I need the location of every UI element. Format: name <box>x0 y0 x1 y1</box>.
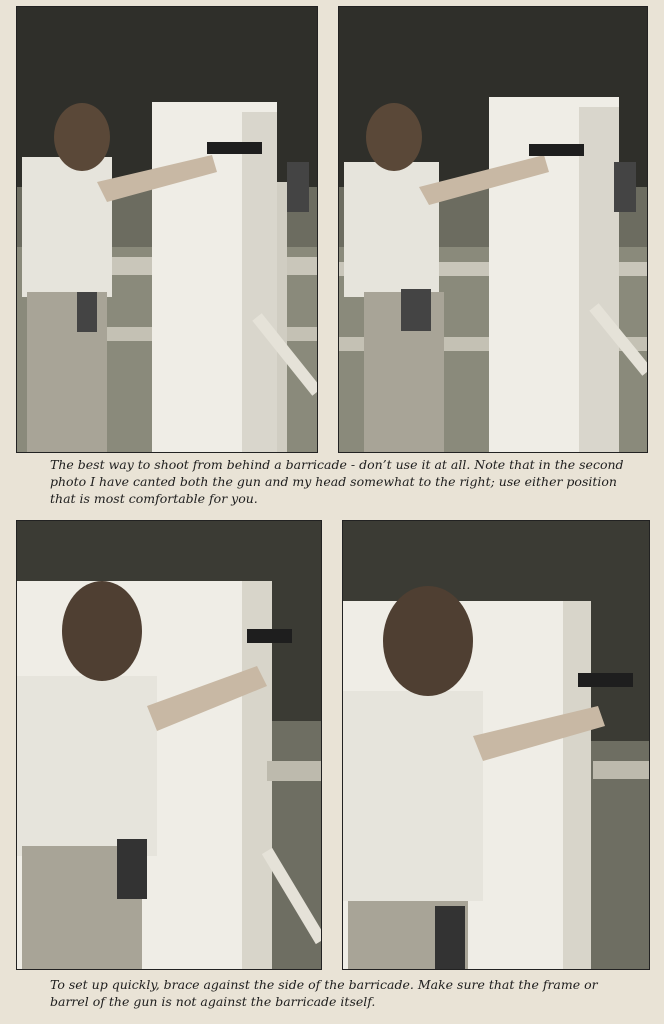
photo-top-right <box>338 6 648 453</box>
shooter-illustration <box>339 7 647 452</box>
caption-top: The best way to shoot from behind a barricade - don’t use it at all. Note that in the second photo I have canted both the gun and my head somewhat to the right; use either position that is most comfortable for you. <box>50 457 624 506</box>
photo-bottom-right <box>342 520 650 970</box>
photo-bottom-left <box>16 520 322 970</box>
photo-top-left <box>16 6 318 453</box>
shooter-illustration <box>17 521 321 969</box>
caption-bottom: To set up quickly, brace against the side of the barricade. Make sure that the frame or barrel of the gun is not against the barricade itself. <box>50 977 598 1009</box>
shooter-illustration <box>17 7 317 452</box>
shooter-illustration <box>343 521 649 969</box>
